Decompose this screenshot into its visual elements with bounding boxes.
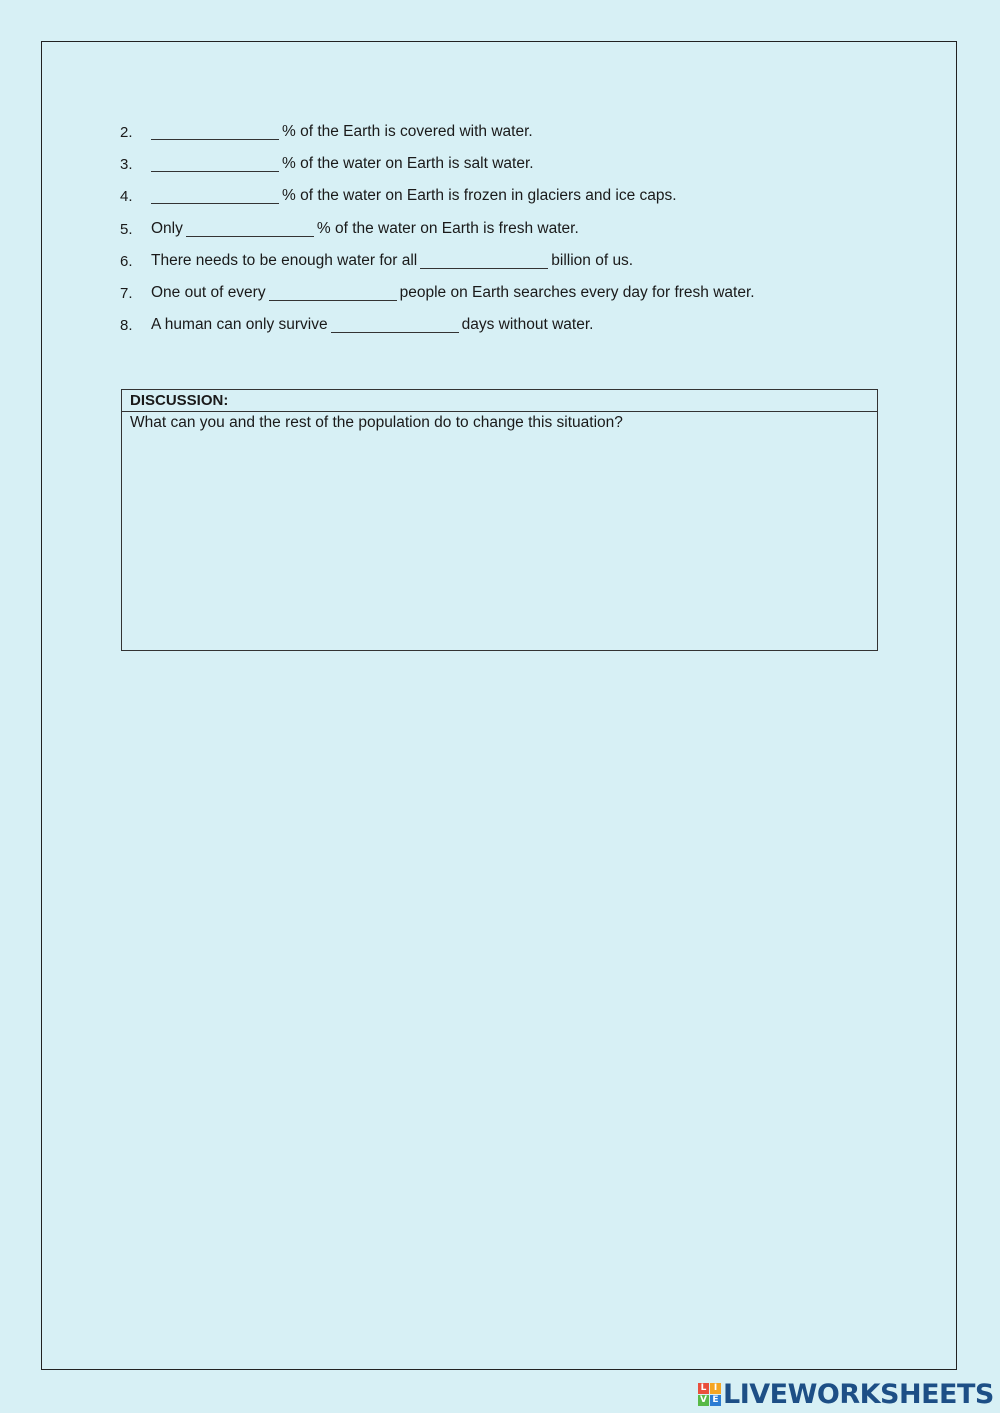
question-text: days without water.	[461, 316, 594, 333]
discussion-heading: DISCUSSION:	[122, 390, 877, 412]
question-item-8	[120, 313, 593, 337]
question-text-before: A human can only survive	[151, 316, 328, 333]
question-item-3	[120, 152, 534, 176]
answer-blank[interactable]	[151, 157, 279, 172]
logo-mark-cell: E	[710, 1395, 721, 1406]
question-text: % of the water on Earth is salt water.	[282, 155, 534, 172]
question-number: 5.	[120, 220, 133, 238]
answer-blank[interactable]	[269, 286, 397, 301]
question-item-6	[120, 249, 633, 273]
liveworksheets-logo[interactable]	[698, 1379, 994, 1409]
question-item-5	[120, 217, 579, 241]
answer-blank[interactable]	[151, 189, 279, 204]
logo-mark-icon	[698, 1383, 721, 1406]
question-item-7	[120, 281, 755, 305]
question-number: 7.	[120, 284, 133, 302]
discussion-question: What can you and the rest of the population do to change this situation?	[130, 414, 623, 431]
question-text-before: There needs to be enough water for all	[151, 252, 418, 269]
answer-blank[interactable]	[151, 125, 279, 140]
question-number: 2.	[120, 123, 133, 141]
question-text: % of the water on Earth is fresh water.	[316, 220, 579, 237]
logo-text: LIVEWORKSHEETS	[723, 1378, 994, 1410]
question-item-2	[120, 120, 533, 144]
logo-mark-cell: V	[698, 1395, 709, 1406]
answer-blank[interactable]	[420, 254, 548, 269]
answer-blank[interactable]	[186, 222, 314, 237]
answer-blank[interactable]	[331, 318, 459, 333]
question-number: 3.	[120, 155, 133, 173]
discussion-box	[121, 389, 878, 651]
question-number: 4.	[120, 187, 133, 205]
question-item-4	[120, 184, 677, 208]
question-number: 6.	[120, 252, 133, 270]
question-text: billion of us.	[551, 252, 634, 269]
logo-mark-cell: L	[698, 1383, 709, 1394]
logo-mark-cell: I	[710, 1383, 721, 1394]
question-text: % of the water on Earth is frozen in glaciers and ice caps.	[282, 187, 677, 204]
question-number: 8.	[120, 316, 133, 334]
question-text-before: One out of every	[151, 284, 266, 301]
question-text: % of the Earth is covered with water.	[282, 123, 533, 140]
question-text: people on Earth searches every day for fresh water.	[399, 284, 755, 301]
question-text-before: Only	[151, 220, 183, 237]
